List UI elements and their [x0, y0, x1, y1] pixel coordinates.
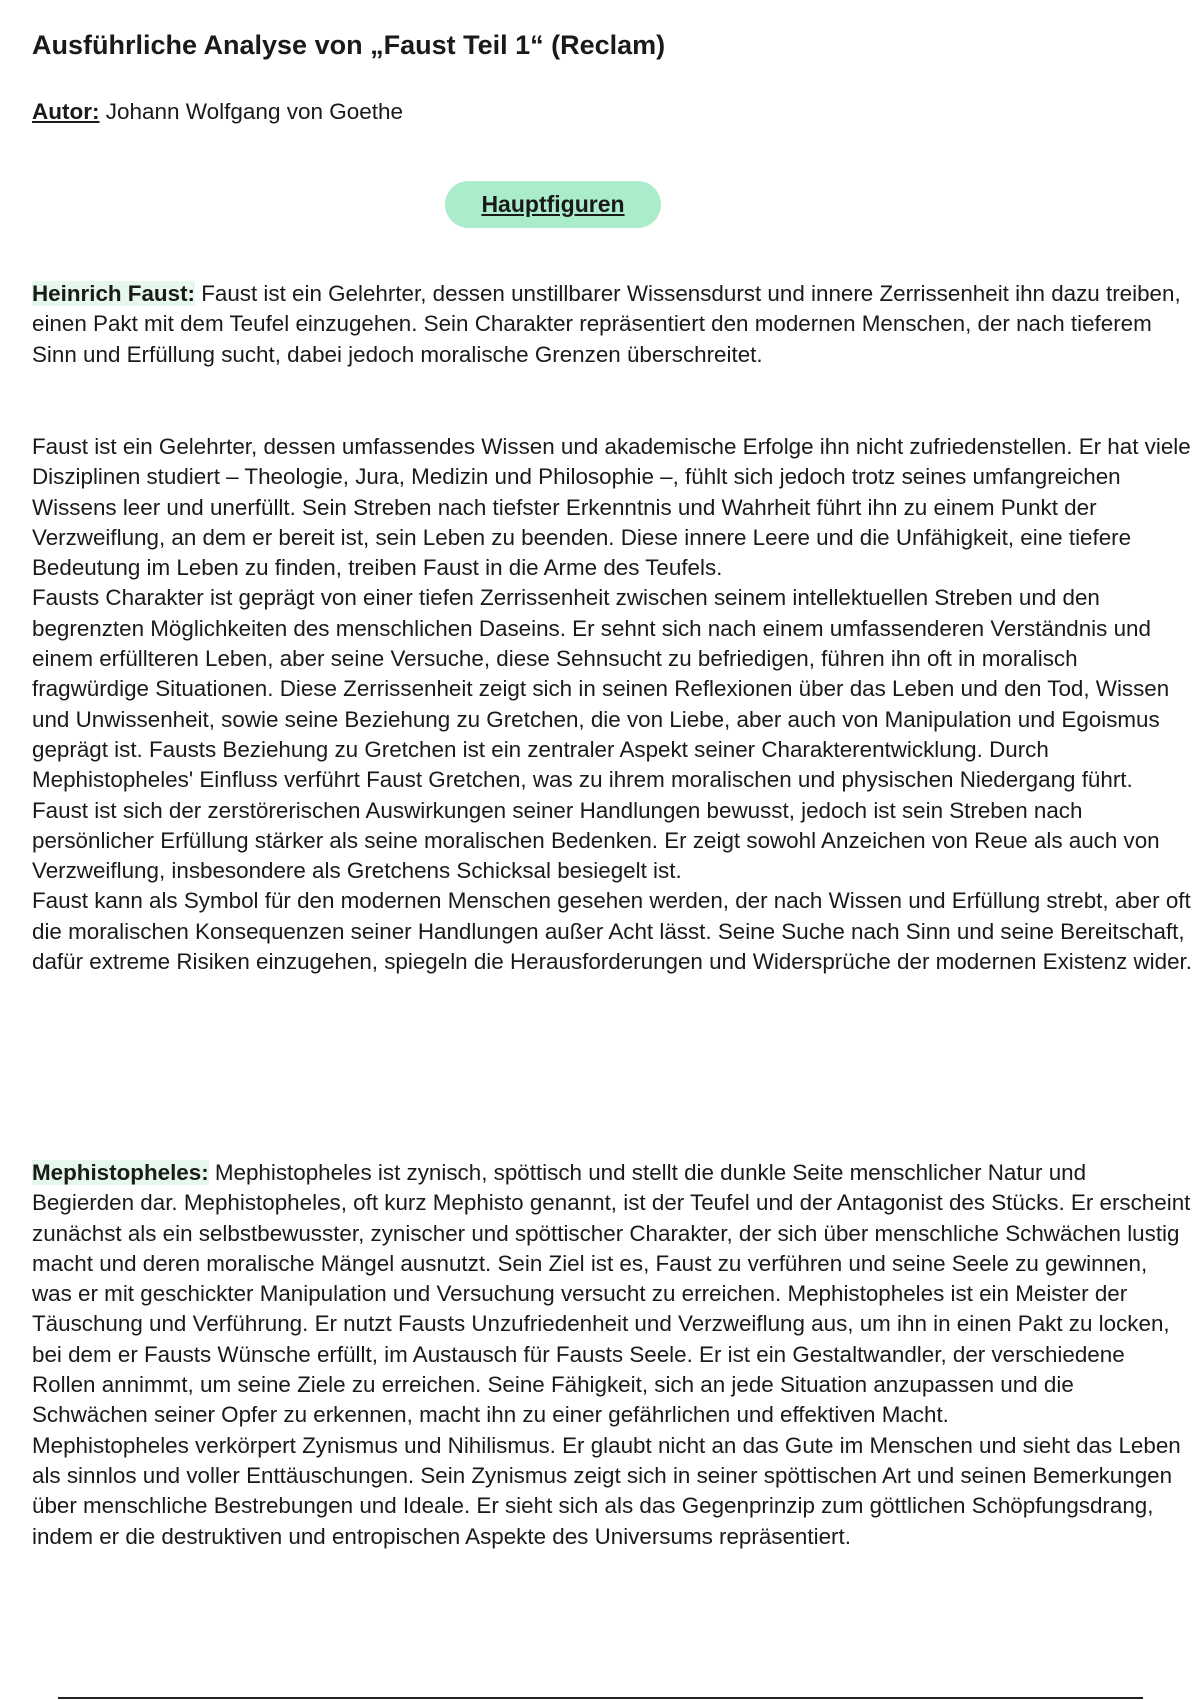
- faust-detail-block: [32, 432, 1192, 977]
- mephisto-paragraph: Mephistopheles verkörpert Zynismus und Nihilismus. Er glaubt nicht an das Gute im Menschen und sieht das Leben als sinnlos und voller Enttäuschungen. Sein Zynismus zeigt sich in seiner spöttischen Art und seinen Bemerkungen über menschliche Bestrebungen und Ideale. Er sieht sich als das Gegenprinzip zum göttlichen Schöpfungsdrang, indem er die destruktiven und entropischen Aspekte des Universums repräsentiert.: [32, 1432, 1181, 1549]
- document-title: Ausführliche Analyse von „Faust Teil 1“ (Reclam): [32, 30, 666, 60]
- section-heading-hauptfiguren: Hauptfiguren: [445, 181, 661, 228]
- author-label: Autor:: [32, 99, 100, 124]
- author-line: [32, 99, 403, 125]
- mephisto-intro-paragraph: [32, 1158, 1192, 1431]
- faust-paragraph: Fausts Charakter ist geprägt von einer tiefen Zerrissenheit zwischen seinem intellektuellen Streben und den begrenzten Möglichkeiten des menschlichen Daseins. Er sehnt sich nach einem umfassenderen Verständnis und einem erfüllteren Leben, aber seine Versuche, diese Sehnsucht zu befriedigen, führen ihn oft in moralisch fragwürdige Situationen. Diese Zerrissenheit zeigt sich in seinen Reflexionen über das Leben und den Tod, Wissen und Unwissenheit, sowie seine Beziehung zu Gretchen, die von Liebe, aber auch von Manipulation und Egoismus geprägt ist. Fausts Beziehung zu Gretchen ist ein zentraler Aspekt seiner Charakterentwicklung. Durch Mephistopheles' Einfluss verführt Faust Gretchen, was zu ihrem moralischen und physischen Niedergang führt. Faust ist sich der zerstörerischen Auswirkungen seiner Handlungen bewusst, jedoch ist sein Streben nach persönlicher Erfüllung stärker als seine moralischen Bedenken. Er zeigt sowohl Anzeichen von Reue als auch von Verzweiflung, insbesondere als Gretchens Schicksal besiegelt ist.: [32, 585, 1170, 884]
- character-name-mephistopheles: Mephistopheles:: [32, 1160, 209, 1185]
- faust-intro-paragraph: [32, 279, 1192, 370]
- author-name: Johann Wolfgang von Goethe: [99, 99, 404, 124]
- bottom-divider: [58, 1697, 1143, 1699]
- faust-paragraph: Faust kann als Symbol für den modernen Menschen gesehen werden, der nach Wissen und Erfüllung strebt, aber oft die moralischen Konsequenzen seiner Handlungen außer Acht lässt. Seine Suche nach Sinn und seine Bereitschaft, dafür extreme Risiken einzugehen, spiegeln die Herausforderungen und Widersprüche der modernen Existenz wider.: [32, 888, 1192, 975]
- mephisto-block: [32, 1158, 1192, 1552]
- character-name-faust: Heinrich Faust:: [32, 281, 195, 306]
- faust-intro-text: Faust ist ein Gelehrter, dessen unstillbarer Wissensdurst und innere Zerrissenheit ihn dazu treiben, einen Pakt mit dem Teufel einzugehen. Sein Charakter repräsentiert den modernen Menschen, der nach tieferem Sinn und Erfüllung sucht, dabei jedoch moralische Grenzen überschreitet.: [32, 281, 1181, 367]
- faust-paragraph: Faust ist ein Gelehrter, dessen umfassendes Wissen und akademische Erfolge ihn nicht zufriedenstellen. Er hat viele Disziplinen studiert – Theologie, Jura, Medizin und Philosophie –, fühlt sich jedoch trotz seines umfangreichen Wissens leer und unerfüllt. Sein Streben nach tiefster Erkenntnis und Wahrheit führt ihn zu einem Punkt der Verzweiflung, an dem er bereit ist, sein Leben zu beenden. Diese innere Leere und die Unfähigkeit, eine tiefere Bedeutung im Leben zu finden, treiben Faust in die Arme des Teufels.: [32, 434, 1191, 581]
- mephisto-intro-text: Mephistopheles ist zynisch, spöttisch und stellt die dunkle Seite menschlicher Natur und Begierden dar. Mephistopheles, oft kurz Mephisto genannt, ist der Teufel und der Antagonist des Stücks. Er erscheint zunächst als ein selbstbewusster, zynischer und spöttischer Charakter, der sich über menschliche Schwächen lustig macht und deren moralische Mängel ausnutzt. Sein Ziel ist es, Faust zu verführen und seine Seele zu gewinnen, was er mit geschickter Manipulation und Versuchung versucht zu erreichen. Mephistopheles ist ein Meister der Täuschung und Verführung. Er nutzt Fausts Unzufriedenheit und Verzweiflung aus, um ihn in einen Pakt zu locken, bei dem er Fausts Wünsche erfüllt, im Austausch für Fausts Seele. Er ist ein Gestaltwandler, der verschiedene Rollen annimmt, um seine Ziele zu erreichen. Seine Fähigkeit, sich an jede Situation anzupassen und die Schwächen seiner Opfer zu erkennen, macht ihn zu einer gefährlichen und effektiven Macht.: [32, 1160, 1191, 1428]
